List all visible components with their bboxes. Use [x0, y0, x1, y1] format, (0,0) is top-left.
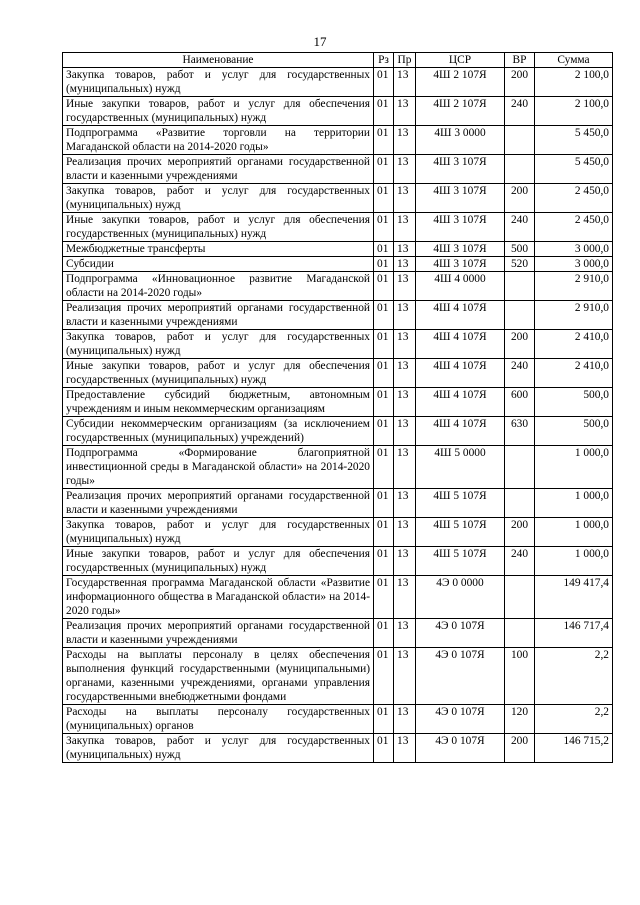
row-rz-cell: 01 — [374, 359, 394, 388]
row-sum-cell: 2 910,0 — [535, 272, 613, 301]
table-row — [63, 734, 613, 763]
row-sum-cell: 3 000,0 — [535, 257, 613, 272]
row-name-cell: Реализация прочих мероприятий органами государственной власти и казенными учреждениями — [63, 301, 374, 330]
row-vr-cell: 240 — [505, 359, 535, 388]
row-pr-cell: 13 — [394, 242, 416, 257]
row-csr-cell: 4Ш 3 107Я — [416, 213, 505, 242]
header-csr: ЦСР — [416, 53, 505, 68]
row-pr-cell: 13 — [394, 97, 416, 126]
row-pr-cell: 13 — [394, 619, 416, 648]
row-sum-cell: 500,0 — [535, 417, 613, 446]
row-sum-cell: 2 100,0 — [535, 97, 613, 126]
page-number: 17 — [313, 34, 327, 49]
row-vr-cell — [505, 301, 535, 330]
row-name-cell: Иные закупки товаров, работ и услуг для обеспечения государственных (муниципальных) нужд — [63, 359, 374, 388]
row-name-cell: Закупка товаров, работ и услуг для государственных (муниципальных) нужд — [63, 184, 374, 213]
row-csr-cell: 4Ш 3 0000 — [416, 126, 505, 155]
row-name-cell: Подпрограмма «Развитие торговли на территории Магаданской области на 2014-2020 годы» — [63, 126, 374, 155]
row-vr-cell: 240 — [505, 547, 535, 576]
budget-table — [62, 52, 613, 763]
row-pr-cell: 13 — [394, 155, 416, 184]
header-pr: Пр — [394, 53, 416, 68]
row-vr-cell — [505, 272, 535, 301]
header-sum: Сумма — [535, 53, 613, 68]
row-vr-cell — [505, 155, 535, 184]
row-rz-cell: 01 — [374, 272, 394, 301]
row-csr-cell: 4Ш 3 107Я — [416, 184, 505, 213]
table-row — [63, 97, 613, 126]
row-sum-cell: 1 000,0 — [535, 446, 613, 489]
row-pr-cell: 13 — [394, 547, 416, 576]
row-pr-cell: 13 — [394, 648, 416, 705]
row-csr-cell: 4Ш 5 107Я — [416, 518, 505, 547]
table-row — [63, 126, 613, 155]
row-sum-cell: 146 715,2 — [535, 734, 613, 763]
row-pr-cell: 13 — [394, 576, 416, 619]
row-rz-cell: 01 — [374, 155, 394, 184]
row-vr-cell: 200 — [505, 518, 535, 547]
row-sum-cell: 3 000,0 — [535, 242, 613, 257]
row-csr-cell: 4Э 0 107Я — [416, 619, 505, 648]
row-vr-cell — [505, 446, 535, 489]
table-row — [63, 213, 613, 242]
row-pr-cell: 13 — [394, 518, 416, 547]
row-name-cell: Иные закупки товаров, работ и услуг для обеспечения государственных (муниципальных) нужд — [63, 213, 374, 242]
row-name-cell: Закупка товаров, работ и услуг для государственных (муниципальных) нужд — [63, 734, 374, 763]
row-vr-cell: 100 — [505, 648, 535, 705]
row-sum-cell: 500,0 — [535, 388, 613, 417]
row-sum-cell: 2 410,0 — [535, 330, 613, 359]
table-header-row — [63, 53, 613, 68]
row-name-cell: Иные закупки товаров, работ и услуг для обеспечения государственных (муниципальных) нужд — [63, 97, 374, 126]
row-csr-cell: 4Ш 3 107Я — [416, 242, 505, 257]
row-csr-cell: 4Ш 2 107Я — [416, 68, 505, 97]
row-rz-cell: 01 — [374, 301, 394, 330]
row-name-cell: Государственная программа Магаданской области «Развитие информационного общества в Магаданской области» на 2014-2020 годы» — [63, 576, 374, 619]
table-row — [63, 184, 613, 213]
row-rz-cell: 01 — [374, 446, 394, 489]
row-csr-cell: 4Э 0 107Я — [416, 705, 505, 734]
table-row — [63, 330, 613, 359]
row-rz-cell: 01 — [374, 213, 394, 242]
row-rz-cell: 01 — [374, 330, 394, 359]
row-csr-cell: 4Э 0 107Я — [416, 648, 505, 705]
row-rz-cell: 01 — [374, 184, 394, 213]
row-pr-cell: 13 — [394, 734, 416, 763]
row-rz-cell: 01 — [374, 242, 394, 257]
row-name-cell: Субсидии некоммерческим организациям (за исключением государственных (муниципальных) учреждений) — [63, 417, 374, 446]
row-sum-cell: 149 417,4 — [535, 576, 613, 619]
row-name-cell: Иные закупки товаров, работ и услуг для обеспечения государственных (муниципальных) нужд — [63, 547, 374, 576]
header-rz: Рз — [374, 53, 394, 68]
row-vr-cell: 200 — [505, 68, 535, 97]
row-csr-cell: 4Э 0 107Я — [416, 734, 505, 763]
row-pr-cell: 13 — [394, 359, 416, 388]
row-name-cell: Подпрограмма «Инновационное развитие Магаданской области на 2014-2020 годы» — [63, 272, 374, 301]
row-rz-cell: 01 — [374, 705, 394, 734]
row-vr-cell — [505, 576, 535, 619]
row-sum-cell: 2 450,0 — [535, 184, 613, 213]
row-rz-cell: 01 — [374, 126, 394, 155]
row-pr-cell: 13 — [394, 257, 416, 272]
row-rz-cell: 01 — [374, 734, 394, 763]
row-vr-cell: 500 — [505, 242, 535, 257]
table-row — [63, 518, 613, 547]
row-csr-cell: 4Ш 3 107Я — [416, 257, 505, 272]
row-name-cell: Субсидии — [63, 257, 374, 272]
row-pr-cell: 13 — [394, 68, 416, 97]
row-name-cell: Закупка товаров, работ и услуг для государственных (муниципальных) нужд — [63, 68, 374, 97]
row-sum-cell: 2,2 — [535, 648, 613, 705]
row-name-cell: Расходы на выплаты персоналу государственных (муниципальных) органов — [63, 705, 374, 734]
row-csr-cell: 4Ш 5 107Я — [416, 489, 505, 518]
header-vr: ВР — [505, 53, 535, 68]
row-csr-cell: 4Ш 4 107Я — [416, 301, 505, 330]
row-sum-cell: 1 000,0 — [535, 489, 613, 518]
row-sum-cell: 1 000,0 — [535, 518, 613, 547]
row-sum-cell: 146 717,4 — [535, 619, 613, 648]
row-pr-cell: 13 — [394, 213, 416, 242]
table-row — [63, 242, 613, 257]
header-name: Наименование — [63, 53, 374, 68]
row-rz-cell: 01 — [374, 489, 394, 518]
row-pr-cell: 13 — [394, 301, 416, 330]
row-vr-cell: 520 — [505, 257, 535, 272]
row-rz-cell: 01 — [374, 388, 394, 417]
row-name-cell: Межбюджетные трансферты — [63, 242, 374, 257]
row-sum-cell: 2 100,0 — [535, 68, 613, 97]
row-name-cell: Реализация прочих мероприятий органами государственной власти и казенными учреждениями — [63, 489, 374, 518]
row-sum-cell: 5 450,0 — [535, 126, 613, 155]
table-row — [63, 388, 613, 417]
row-vr-cell: 600 — [505, 388, 535, 417]
row-name-cell: Закупка товаров, работ и услуг для государственных (муниципальных) нужд — [63, 330, 374, 359]
table-row — [63, 359, 613, 388]
row-sum-cell: 1 000,0 — [535, 547, 613, 576]
row-sum-cell: 2 410,0 — [535, 359, 613, 388]
row-vr-cell: 630 — [505, 417, 535, 446]
row-csr-cell: 4Э 0 0000 — [416, 576, 505, 619]
row-pr-cell: 13 — [394, 489, 416, 518]
row-sum-cell: 2,2 — [535, 705, 613, 734]
table-row — [63, 68, 613, 97]
row-vr-cell: 200 — [505, 330, 535, 359]
row-rz-cell: 01 — [374, 257, 394, 272]
row-name-cell: Реализация прочих мероприятий органами государственной власти и казенными учреждениями — [63, 155, 374, 184]
table-row — [63, 257, 613, 272]
row-pr-cell: 13 — [394, 446, 416, 489]
row-vr-cell: 120 — [505, 705, 535, 734]
row-rz-cell: 01 — [374, 619, 394, 648]
row-rz-cell: 01 — [374, 576, 394, 619]
row-pr-cell: 13 — [394, 126, 416, 155]
table-row — [63, 155, 613, 184]
table-row — [63, 446, 613, 489]
row-name-cell: Предоставление субсидий бюджетным, автономным учреждениям и иным некоммерческим организациям — [63, 388, 374, 417]
row-name-cell: Подпрограмма «Формирование благоприятной инвестиционной среды в Магаданской области» на 2014-2020 годы» — [63, 446, 374, 489]
row-vr-cell: 240 — [505, 213, 535, 242]
row-csr-cell: 4Ш 2 107Я — [416, 97, 505, 126]
row-name-cell: Расходы на выплаты персоналу в целях обеспечения выполнения функций государственными (муниципальными) органами, казенными учреждениями, органами управления государственными внебюджетными фондами — [63, 648, 374, 705]
table-row — [63, 301, 613, 330]
row-rz-cell: 01 — [374, 417, 394, 446]
row-vr-cell — [505, 619, 535, 648]
row-sum-cell: 2 910,0 — [535, 301, 613, 330]
table-row — [63, 619, 613, 648]
row-rz-cell: 01 — [374, 547, 394, 576]
row-pr-cell: 13 — [394, 417, 416, 446]
row-rz-cell: 01 — [374, 97, 394, 126]
row-vr-cell — [505, 126, 535, 155]
row-csr-cell: 4Ш 4 107Я — [416, 359, 505, 388]
row-csr-cell: 4Ш 4 107Я — [416, 388, 505, 417]
row-name-cell: Реализация прочих мероприятий органами государственной власти и казенными учреждениями — [63, 619, 374, 648]
table-row — [63, 417, 613, 446]
row-vr-cell: 200 — [505, 734, 535, 763]
table-row — [63, 547, 613, 576]
row-rz-cell: 01 — [374, 648, 394, 705]
row-csr-cell: 4Ш 4 107Я — [416, 417, 505, 446]
row-vr-cell: 240 — [505, 97, 535, 126]
row-vr-cell — [505, 489, 535, 518]
row-csr-cell: 4Ш 4 107Я — [416, 330, 505, 359]
row-name-cell: Закупка товаров, работ и услуг для государственных (муниципальных) нужд — [63, 518, 374, 547]
row-csr-cell: 4Ш 5 0000 — [416, 446, 505, 489]
row-sum-cell: 2 450,0 — [535, 213, 613, 242]
row-rz-cell: 01 — [374, 518, 394, 547]
row-pr-cell: 13 — [394, 388, 416, 417]
row-pr-cell: 13 — [394, 272, 416, 301]
table-row — [63, 272, 613, 301]
row-sum-cell: 5 450,0 — [535, 155, 613, 184]
row-csr-cell: 4Ш 5 107Я — [416, 547, 505, 576]
table-row — [63, 489, 613, 518]
table-row — [63, 648, 613, 705]
row-rz-cell: 01 — [374, 68, 394, 97]
row-csr-cell: 4Ш 4 0000 — [416, 272, 505, 301]
table-row — [63, 705, 613, 734]
row-vr-cell: 200 — [505, 184, 535, 213]
row-pr-cell: 13 — [394, 330, 416, 359]
table-row — [63, 576, 613, 619]
row-pr-cell: 13 — [394, 184, 416, 213]
row-pr-cell: 13 — [394, 705, 416, 734]
row-csr-cell: 4Ш 3 107Я — [416, 155, 505, 184]
